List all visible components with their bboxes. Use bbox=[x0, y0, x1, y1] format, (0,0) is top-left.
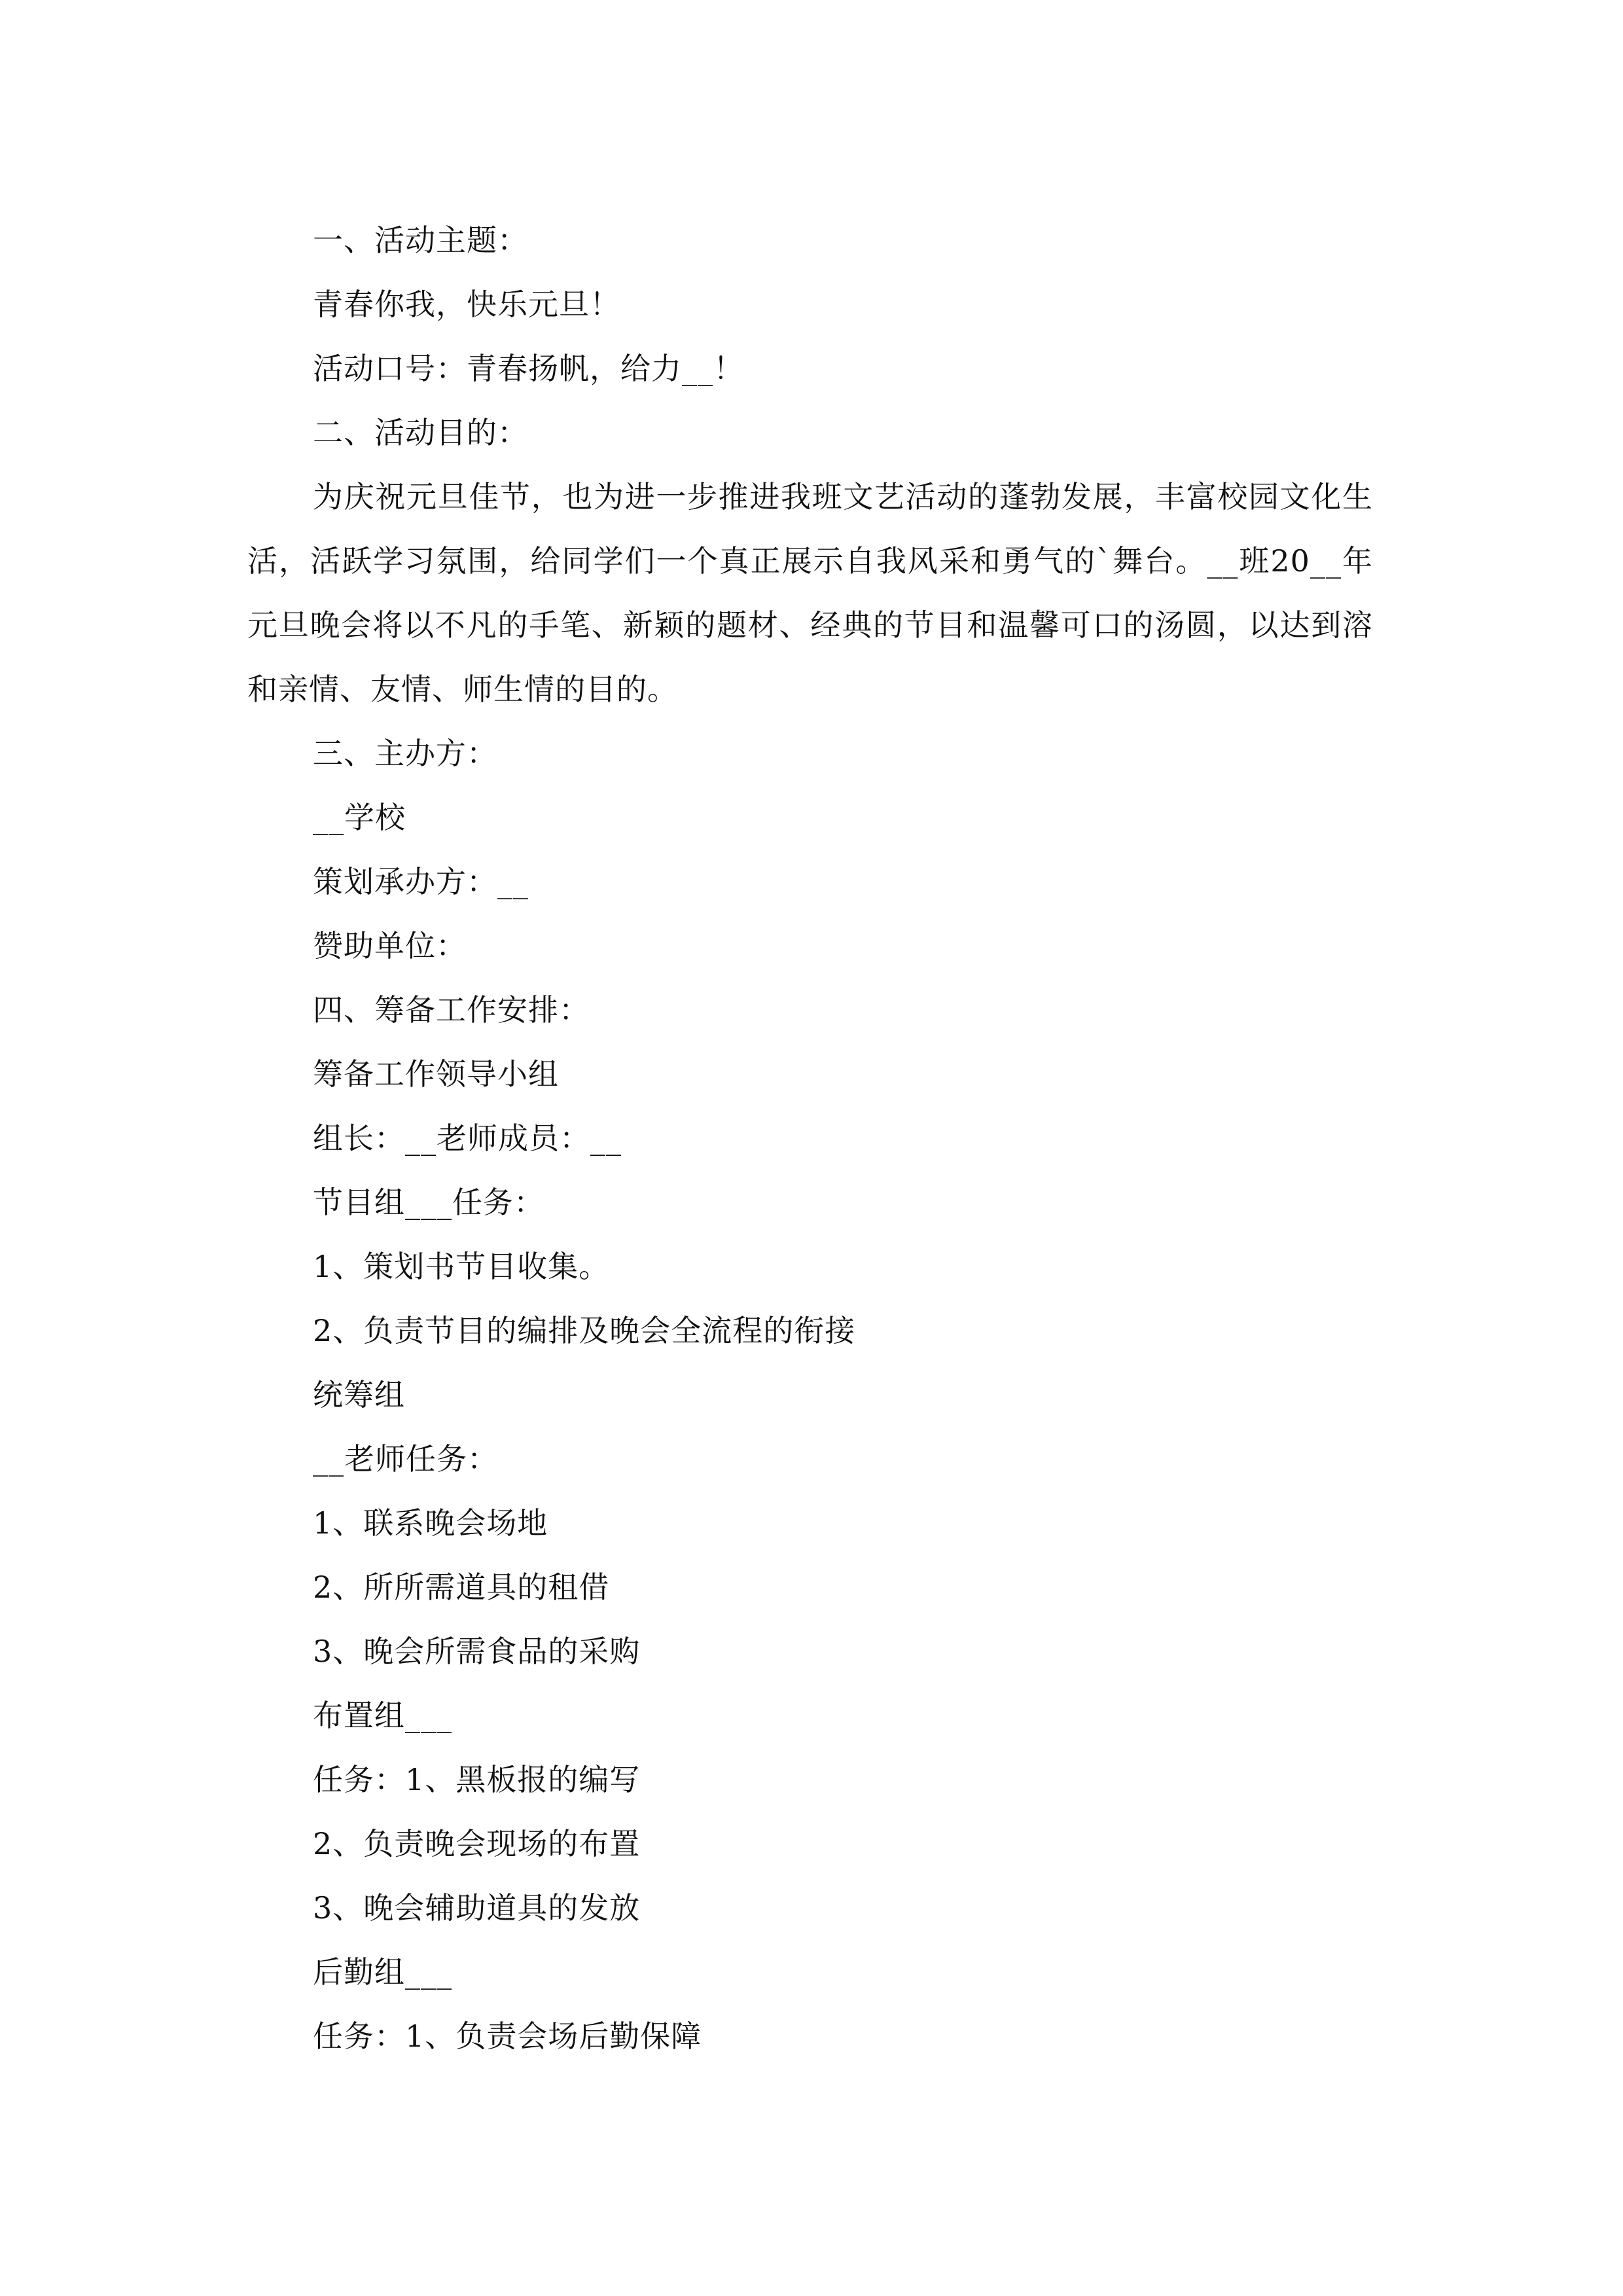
logistics-group-heading: 后勤组___ bbox=[313, 1954, 452, 1990]
list-item: 1、联系晚会场地 bbox=[313, 1505, 548, 1541]
list-item: 3、晚会辅助道具的发放 bbox=[313, 1890, 641, 1926]
sponsor-text: 赞助单位： bbox=[313, 928, 467, 963]
theme-text: 青春你我，快乐元旦！ bbox=[313, 287, 620, 322]
slogan-text: 活动口号：青春扬帆，给力__！ bbox=[313, 351, 744, 386]
section-heading-preparation: 四、筹备工作安排： bbox=[313, 992, 590, 1028]
list-item: 2、负责节目的编排及晚会全流程的衔接 bbox=[313, 1313, 856, 1348]
list-item: 3、晚会所需食品的采购 bbox=[313, 1634, 641, 1669]
list-item: 2、所所需道具的租借 bbox=[313, 1570, 610, 1605]
document-body bbox=[247, 208, 1373, 2068]
list-item: 1、策划书节目收集。 bbox=[313, 1249, 610, 1284]
teacher-task-heading: __老师任务： bbox=[313, 1441, 498, 1477]
program-group-heading: 节目组___任务： bbox=[313, 1185, 544, 1220]
section-heading-organizer: 三、主办方： bbox=[313, 736, 497, 771]
purpose-paragraph: 为庆祝元旦佳节，也为进一步推进我班文艺活动的蓬勃发展，丰富校园文化生活，活跃学习氛围，给同学们一个真正展示自我风采和勇气的`舞台。__班20__年元旦晚会将以不凡的手笔、新颖的题材、经典的节目和温馨可口的汤圆，以达到溶和亲情、友情、师生情的目的。 bbox=[247, 479, 1373, 707]
section-heading-purpose: 二、活动目的： bbox=[313, 415, 528, 450]
section-heading-theme: 一、活动主题： bbox=[313, 223, 528, 258]
planner-text: 策划承办方：__ bbox=[313, 864, 529, 899]
list-item: 任务：1、负责会场后勤保障 bbox=[313, 2018, 702, 2054]
list-item: 任务：1、黑板报的编写 bbox=[313, 1762, 641, 1797]
group-leader-text: 组长：__老师成员：__ bbox=[313, 1121, 622, 1156]
coordination-group-heading: 统筹组 bbox=[313, 1377, 405, 1412]
leadership-group: 筹备工作领导小组 bbox=[313, 1056, 559, 1092]
organizer-school: __学校 bbox=[313, 800, 406, 835]
decoration-group-heading: 布置组___ bbox=[313, 1698, 452, 1733]
list-item: 2、负责晚会现场的布置 bbox=[313, 1826, 641, 1861]
